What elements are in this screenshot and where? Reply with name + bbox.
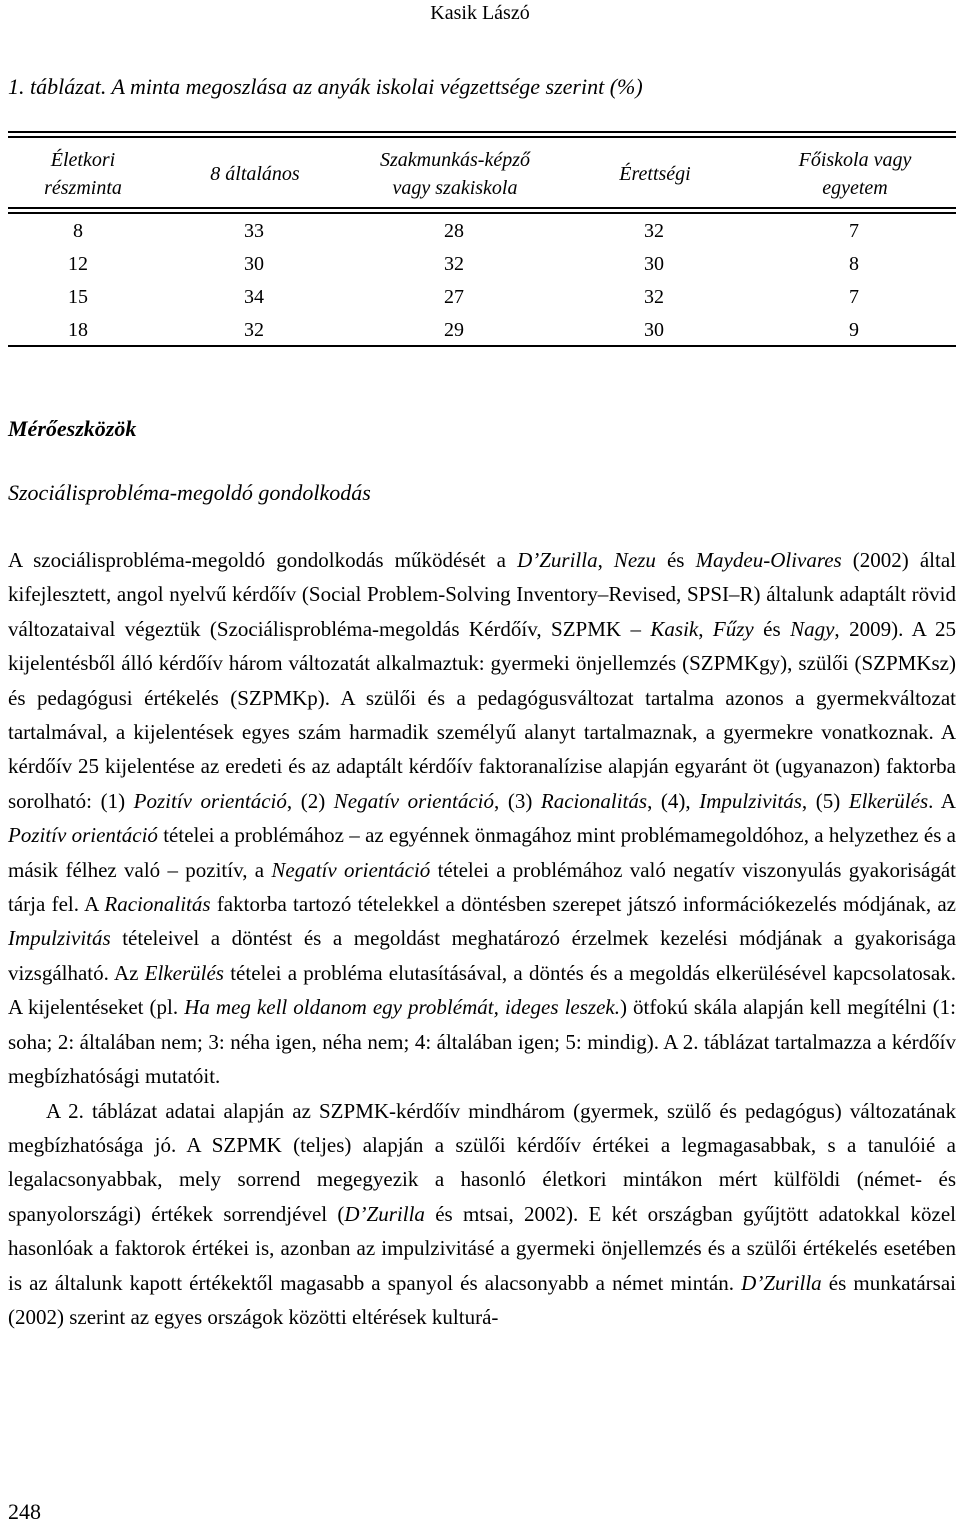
table-caption: 1. táblázat. A minta megoszlása az anyák iskolai végzettsége szerint (%) — [8, 74, 643, 99]
table-cell: 8 — [73, 220, 83, 242]
table-cell: 30 — [244, 253, 264, 275]
text-run: A szociálisprobléma-megoldó gondolkodás működését a — [8, 548, 518, 572]
text-run: , (2) — [286, 788, 334, 813]
text-run: tételei a probléma elutasításával, a döntés és a megoldás elkerülésével kapcsolatosak. A kijelentéseket (pl. — [8, 960, 957, 1020]
italic-text-run: Pozitív orientáció — [8, 823, 158, 848]
table-cell: 32 — [644, 286, 664, 308]
italic-text-run: Impulzivitás — [699, 788, 802, 813]
text-run: tételei a problémához – az egyénnek önmagához mint problémamegoldóhoz, a helyzethez és a másik félhez való – pozitív, a — [8, 823, 956, 882]
italic-text-run: Elkerülés — [144, 960, 224, 985]
italic-text-run: D’Zurilla — [517, 548, 598, 572]
italic-text-run: Pozitív orientáció — [133, 788, 287, 813]
table-cell: 32 — [644, 220, 664, 242]
section-heading: Mérőeszközök — [8, 416, 137, 441]
italic-text-run: Kasik — [650, 616, 699, 641]
italic-text-run: Nagy — [790, 616, 835, 641]
text-run: tételeivel a döntést és a megoldást meghatározó érzelmek kezelési módjának a gyakorisága vizsgálható. Az — [8, 926, 956, 985]
text-run: és — [753, 616, 791, 641]
column-header-vocational: Szakmunkás-képző vagy szakiskola — [380, 149, 530, 199]
italic-text-run: Elkerülés — [848, 788, 929, 813]
italic-text-run: D’Zurilla — [344, 1201, 425, 1226]
text-run: , 2009). A 25 kijelentésből álló kérdőív három változatát alkalmaztuk: gyermeki önjellemzés (SZPMKgy), szülői (SZPMKsz) és pedagógusi értékelés (SZPMKp). A szülői és a pedagógusváltozat tartalma azonos a gyermekváltozat tartalmával, a kijelentések egyes szám harmadik személyű alanyt tartalmaznak, a gyermekre vonatkoznak. A kérdőív 25 kijelentése az eredeti és az adaptált kérdőív faktoranalízise alapján egyaránt öt (ugyanazon) faktorba sorolható: (1) — [8, 616, 957, 813]
text-run: és — [655, 548, 696, 572]
column-header-primary: 8 általános — [210, 163, 300, 185]
column-header-maturity: Érettségi — [619, 163, 691, 185]
subsection-heading: Szociálisprobléma-megoldó gondolkodás — [8, 480, 371, 505]
text-run: faktorba tartozó tételekkel a döntésben szerepet játszó információkezelés módjának, az — [210, 892, 956, 917]
table-cell: 30 — [644, 253, 664, 275]
table-cell: 32 — [244, 319, 264, 341]
italic-text-run: Fűzy — [712, 616, 754, 641]
column-header-age: Életkori részminta — [44, 149, 122, 199]
table-cell: 12 — [68, 253, 88, 275]
table-cell: 34 — [244, 286, 264, 308]
text-run: tételei a problémához való negatív viszonyulás gyakoriságát tárja fel. A — [8, 857, 956, 917]
paragraph — [8, 1094, 956, 1335]
table-cell: 15 — [68, 286, 88, 308]
text-run: , — [597, 548, 614, 572]
italic-text-run: Nezu — [613, 548, 656, 572]
italic-text-run: Negatív orientáció — [271, 857, 431, 882]
table-cell: 28 — [444, 220, 464, 242]
italic-text-run: D’Zurilla — [741, 1270, 822, 1295]
table-cell: 29 — [444, 319, 464, 341]
table-bottom-rule — [8, 345, 956, 347]
italic-text-run: Ha meg kell oldanom egy problémát, ideges leszek. — [184, 995, 620, 1020]
text-run: , (4), — [647, 788, 700, 813]
page-number: 248 — [8, 1499, 41, 1524]
paragraph — [8, 543, 956, 1094]
text-run: . A — [928, 788, 956, 813]
text-run: és mtsai, 2002). E két országban gyűjtött adatokkal közel hasonlóak a faktorok értékei is, azonban az impulzivitásé a gyermeki önjellemzés és a szülői értékelés esetében is az általunk kapott értékektől magasabb a spanyol és alacsonyabb a német mintán. — [8, 1201, 956, 1295]
table-cell: 8 — [849, 253, 859, 275]
italic-text-run: Racionalitás — [104, 892, 211, 917]
table-cell: 18 — [68, 319, 88, 341]
text-run: , (5) — [801, 788, 849, 813]
table-header-rule — [8, 207, 956, 214]
table-cell: 33 — [244, 220, 264, 242]
text-run: , — [698, 616, 713, 641]
table-cell: 7 — [849, 220, 859, 242]
table-cell: 30 — [644, 319, 664, 341]
text-run: , (3) — [494, 788, 541, 813]
body-text — [8, 543, 956, 1334]
text-run: ) ötfokú skála alapján kell megítélni (1: soha; 2: általában nem; 3: néha igen, néha nem; 4: általában igen; 5: mindig). A 2. táblázat tartalmazza a kérdőív megbízhatósági mutatóit. — [8, 995, 956, 1089]
table-cell: 7 — [849, 286, 859, 308]
italic-text-run: Maydeu-Olivares — [695, 548, 842, 572]
text-run: és munkatársai (2002) szerint az egyes országok közötti eltérések kulturá- — [8, 1270, 956, 1329]
text-run: A 2. táblázat adatai alapján az SZPMK-kérdőív mindhárom (gyermek, szülő és pedagógus) változatának megbízhatósága jó. A SZPMK (teljes) alapján a szülői kérdőív értékei a legmagasabbak, s a tanulóié a legalacsonyabbak, mely sorrend megegyezik a hasonló életkori mintákon mért külföldi (német- és spanyolországi) értékek sorrendjével ( — [8, 1098, 956, 1226]
column-header-college: Főiskola vagy egyetem — [798, 149, 912, 199]
table-top-rule — [8, 131, 956, 138]
italic-text-run: Impulzivitás — [8, 926, 111, 951]
running-head-author: Kasik Lászó — [430, 2, 530, 24]
table-cell: 9 — [849, 319, 859, 341]
text-run: (2002) által kifejlesztett, angol nyelvű kérdőív (Social Problem-Solving Inventory–Revised, SPSI–R) általunk adaptált rövid változataival végeztük (Szociálisprobléma-megoldás Kérdőív, SZPMK – — [8, 548, 957, 641]
italic-text-run: Negatív orientáció — [333, 788, 494, 813]
table-cell: 27 — [444, 286, 464, 308]
italic-text-run: Racionalitás — [540, 788, 648, 813]
table-cell: 32 — [444, 253, 464, 275]
